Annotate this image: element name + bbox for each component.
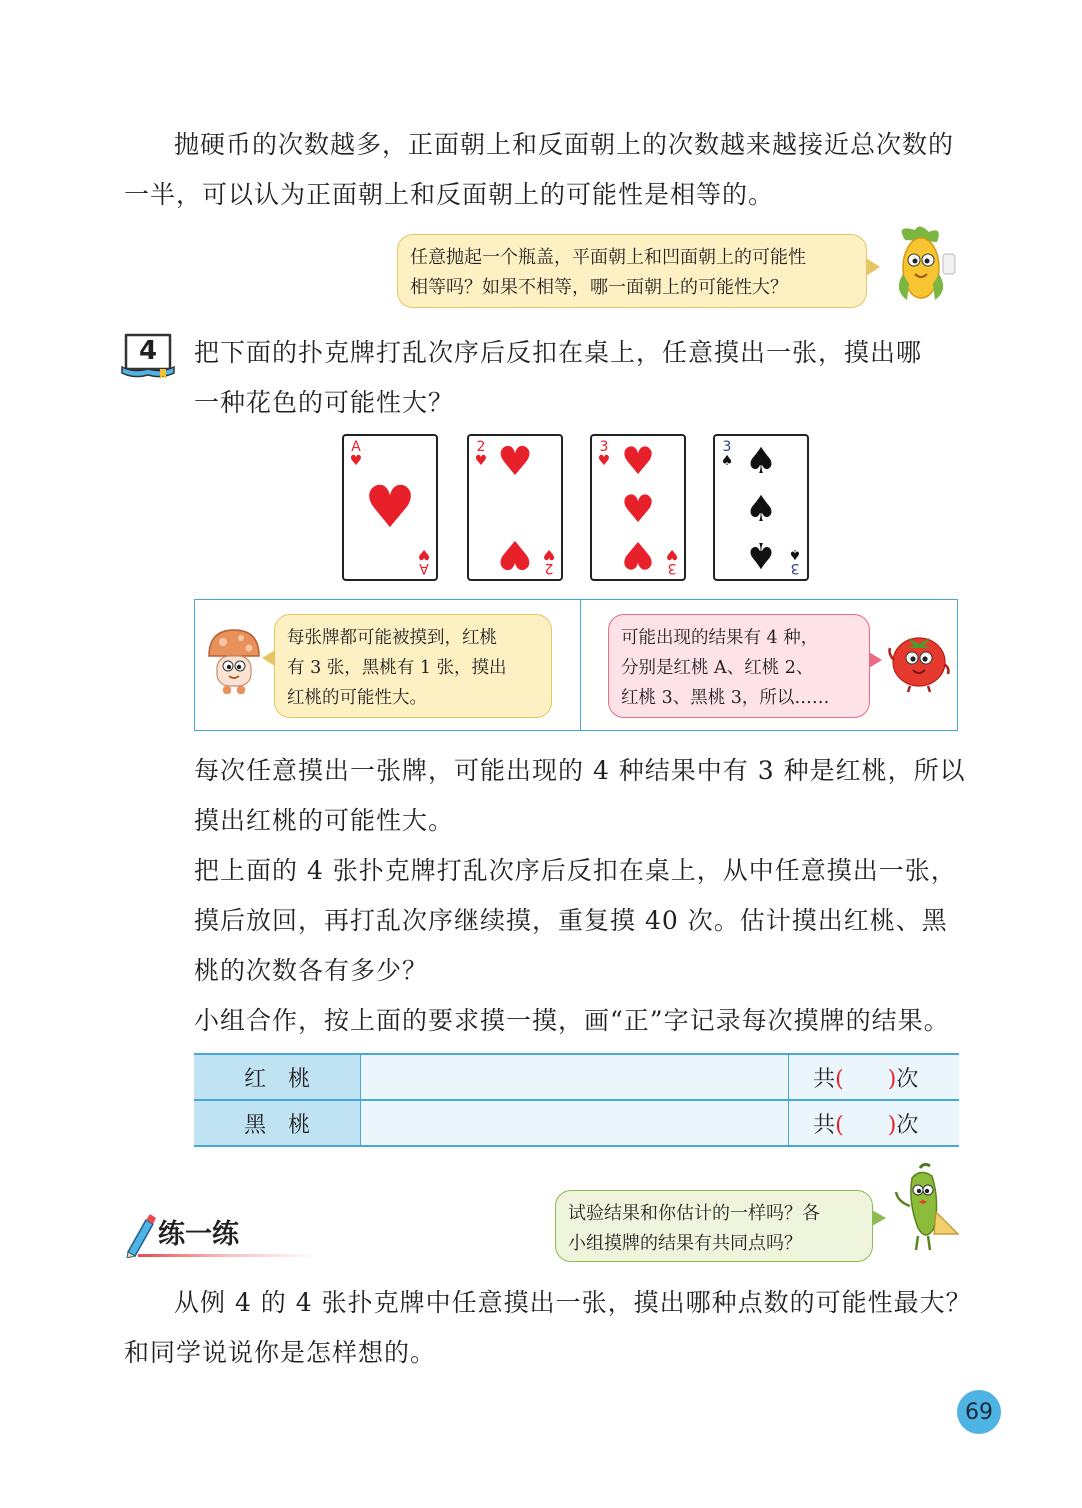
card-rank-bottom: 3 ♥ <box>665 546 679 576</box>
tally-cell-spades[interactable] <box>361 1100 789 1146</box>
practice-title: 练一练 <box>158 1219 239 1250</box>
heart-icon: ♥ <box>620 487 656 531</box>
row-label-spades: 黑 桃 <box>194 1100 361 1146</box>
spade-icon: ♠ <box>744 489 778 530</box>
tomato-bubble-tail <box>869 652 882 668</box>
corn-character-icon <box>885 224 957 308</box>
practice-line-2: 和同学说说你是怎样想的。 <box>124 1338 437 1367</box>
blank-open-paren: ( <box>835 1112 844 1138</box>
blank-close-paren: ) <box>887 1112 897 1138</box>
card-rank-bottom: A ♥ <box>417 546 431 576</box>
card-rank-bottom: 3 ♠ <box>788 546 802 576</box>
practice-header <box>120 1214 310 1260</box>
example-line-2: 一种花色的可能性大？ <box>194 388 455 417</box>
corn-speech-bubble <box>397 234 867 308</box>
mushroom-speech-bubble <box>274 614 552 718</box>
heart-icon: ♥ <box>620 439 656 483</box>
total-cell-spades[interactable] <box>789 1100 959 1146</box>
tally-cell-hearts[interactable] <box>361 1054 789 1100</box>
pepper-character-icon <box>890 1162 962 1254</box>
mushroom-bubble-line-2: 有 3 张，黑桃有 1 张，摸出 <box>287 658 507 678</box>
total-prefix: 共 <box>813 1066 836 1092</box>
mushroom-bubble-line-1: 每张牌都可能被摸到，红桃 <box>287 628 497 648</box>
discussion-divider <box>580 600 581 730</box>
explanation-line-1: 每次任意摸出一张牌，可能出现的 4 种结果中有 3 种是红桃，所以 <box>194 756 966 785</box>
tomato-speech-bubble <box>608 614 870 718</box>
corn-bubble-tail <box>866 258 880 276</box>
table-row <box>194 1054 959 1100</box>
spade-icon: ♠ <box>744 534 778 575</box>
blank-open-paren: ( <box>835 1066 844 1092</box>
total-suffix: 次 <box>896 1112 919 1138</box>
explanation-block <box>194 746 974 1046</box>
card-heart-2 <box>467 434 563 581</box>
pencil-icon <box>120 1214 156 1258</box>
example-line-1: 把下面的扑克牌打乱次序后反扣在桌上，任意摸出一张，摸出哪 <box>194 338 923 367</box>
pepper-speech-bubble <box>555 1190 873 1262</box>
explanation-line-5: 桃的次数各有多少？ <box>194 956 429 985</box>
explanation-line-2: 摸出红桃的可能性大。 <box>194 806 455 835</box>
intro-paragraph <box>124 120 974 220</box>
corn-bubble-line-1: 任意抛起一个瓶盖，平面朝上和凹面朝上的可能性 <box>410 247 806 268</box>
explanation-line-4: 摸后放回，再打乱次序继续摸，重复摸 40 次。估计摸出红桃、黑 <box>194 906 948 935</box>
tomato-bubble-line-3: 红桃 3、黑桃 3，所以…… <box>621 688 830 708</box>
tomato-bubble-line-1: 可能出现的结果有 4 种， <box>621 628 819 648</box>
intro-line-1: 抛硬币的次数越多，正面朝上和反面朝上的次数越来越接近总次数的 <box>174 130 955 159</box>
spade-icon: ♠ <box>744 441 778 482</box>
card-rank-top: A ♥ <box>349 439 363 469</box>
card-rank-bottom: 2 ♥ <box>542 546 556 576</box>
table-row <box>194 1100 959 1146</box>
heart-icon: ♥ <box>364 473 416 541</box>
pepper-bubble-line-1: 试验结果和你估计的一样吗？各 <box>568 1203 820 1224</box>
example-number: 4 <box>138 336 158 366</box>
card-spade-3 <box>713 434 809 581</box>
pepper-bubble-line-2: 小组摸牌的结果有共同点吗？ <box>568 1233 802 1254</box>
tomato-bubble-line-2: 分别是红桃 A、红桃 2、 <box>621 658 814 678</box>
page-number: 69 <box>957 1390 1001 1434</box>
heart-icon: ♥ <box>620 533 656 577</box>
row-label-hearts: 红 桃 <box>194 1054 361 1100</box>
explanation-line-3: 把上面的 4 张扑克牌打乱次序后反扣在桌上，从中任意摸出一张， <box>194 856 957 885</box>
intro-line-2: 一半，可以认为正面朝上和反面朝上的可能性是相等的。 <box>124 180 775 209</box>
card-rank-top: 3 ♠ <box>720 439 734 469</box>
record-table <box>194 1053 959 1147</box>
card-rank-top: 3 ♥ <box>597 439 611 469</box>
example-4-badge <box>120 333 176 375</box>
heart-icon: ♥ <box>497 531 533 577</box>
blank-close-paren: ) <box>887 1066 897 1092</box>
mushroom-character-icon <box>205 626 263 696</box>
corn-bubble-line-2: 相等吗？如果不相等，哪一面朝上的可能性大？ <box>410 277 788 298</box>
tomato-character-icon <box>886 624 952 694</box>
total-prefix: 共 <box>813 1112 836 1138</box>
practice-line-1: 从例 4 的 4 张扑克牌中任意摸出一张，摸出哪种点数的可能性最大？ <box>174 1288 972 1317</box>
mushroom-bubble-line-3: 红桃的可能性大。 <box>287 688 427 708</box>
card-rank-top: 2 ♥ <box>474 439 488 469</box>
pepper-bubble-tail <box>872 1210 886 1226</box>
total-suffix: 次 <box>896 1066 919 1092</box>
card-heart-a <box>342 434 438 581</box>
example-question <box>194 328 974 428</box>
total-cell-hearts[interactable] <box>789 1054 959 1100</box>
card-heart-3 <box>590 434 686 581</box>
heart-icon: ♥ <box>497 439 533 485</box>
explanation-line-6: 小组合作，按上面的要求摸一摸，画“正”字记录每次摸牌的结果。 <box>194 1006 950 1035</box>
practice-question <box>124 1278 974 1378</box>
practice-underline <box>138 1254 318 1257</box>
